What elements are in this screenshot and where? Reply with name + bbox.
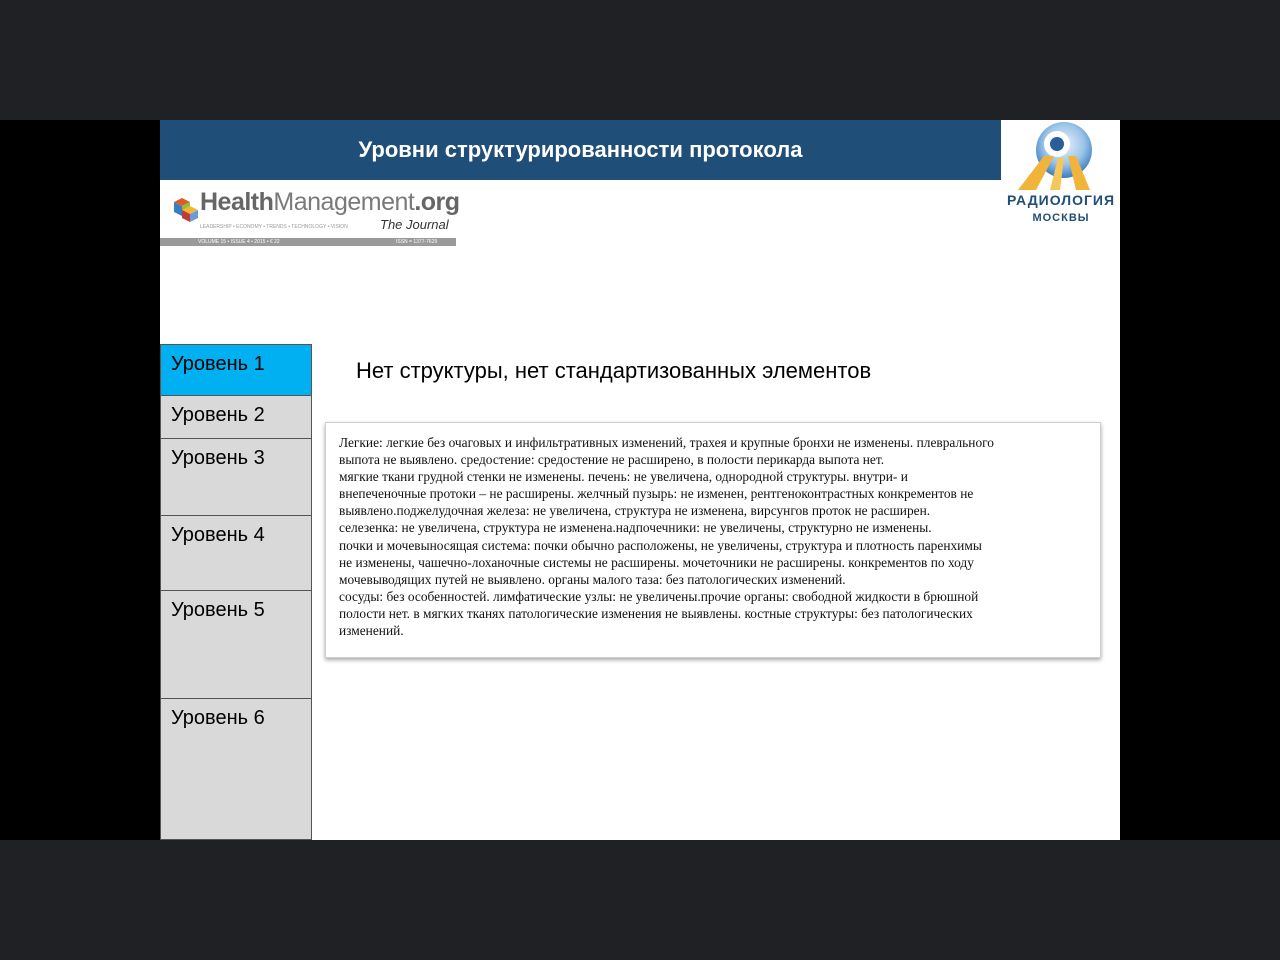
report-line: выпота не выявлено. средостение: средостение не расширено, в полости перикарда выпота нет.: [339, 452, 885, 468]
window-top-band: [0, 0, 1280, 120]
level-5[interactable]: [160, 591, 312, 699]
radiology-subtitle: МОСКВЫ: [1032, 212, 1090, 224]
levels-sidebar: [160, 344, 312, 840]
level-label: Уровень 3: [171, 447, 265, 469]
report-line: мочевыводящих путей не выявлено. органы малого таза: без патологических изменений.: [339, 571, 846, 587]
healthmanagement-logo: [160, 180, 460, 250]
radiology-emblem-icon: [1002, 120, 1120, 192]
report-line: изменений.: [339, 623, 404, 639]
healthmanagement-volume: VOLUME 15 • ISSUE 4 • 2015 • € 22: [198, 239, 280, 245]
level-3[interactable]: [160, 439, 312, 516]
level-label: Уровень 1: [171, 353, 265, 375]
level-4[interactable]: [160, 516, 312, 591]
presentation-slide: [160, 120, 1120, 840]
level-6[interactable]: [160, 699, 312, 840]
level-1[interactable]: [160, 344, 312, 396]
report-text-box: [325, 422, 1101, 658]
report-line: почки и мочевыносящая система: почки обычно расположены, не увеличены, структура и плотность паренхимы: [339, 537, 982, 553]
healthmanagement-tags: LEADERSHIP • ECONOMY • TRENDS • TECHNOLOGY • VISION: [200, 224, 348, 230]
cube-logo-icon: [168, 192, 200, 224]
report-line: мягкие ткани грудной стенки не изменены. печень: не увеличена, однородной структуры. внутри- и: [339, 469, 908, 485]
report-line: выявлено.поджелудочная железа: не увеличена, структура не изменена, вирсунгов проток не расширен.: [339, 503, 931, 519]
level-label: Уровень 4: [171, 524, 265, 546]
healthmanagement-wordmark: HealthManagement.org: [200, 188, 460, 216]
level-heading: Нет структуры, нет стандартизованных элементов: [356, 358, 872, 383]
level-label: Уровень 5: [171, 599, 265, 621]
report-line: селезенка: не увеличена, структура не изменена.надпочечники: не увеличены, структурно не изменены.: [339, 520, 932, 536]
level-label: Уровень 2: [171, 404, 265, 426]
radiology-moscow-logo: [1002, 120, 1120, 230]
level-2[interactable]: [160, 396, 312, 439]
slide-title-bar: [160, 120, 1001, 180]
report-line: сосуды: без особенностей. лимфатические узлы: не увеличены.прочие органы: свободной жидкости в брюшной: [339, 588, 979, 604]
report-line: Легкие: легкие без очаговых и инфильтративных изменений, трахея и крупные бронхи не изменены. плеврального: [339, 435, 995, 450]
slide-title: Уровни структурированности протокола: [358, 137, 803, 162]
healthmanagement-subtitle: The Journal: [380, 217, 449, 232]
report-line: не изменены, чашечно-лоханочные системы не расширены. мочеточники не расширены. конкрементов по ходу: [339, 554, 974, 570]
healthmanagement-issn: ISSN = 1377-7629: [396, 239, 438, 245]
report-line: полости нет. в мягких тканях патологические изменения не выявлены. костные структуры: без патологических: [339, 605, 973, 621]
level-label: Уровень 6: [171, 707, 265, 729]
window-bottom-band: [0, 840, 1280, 960]
radiology-title: РАДИОЛОГИЯ: [1006, 192, 1116, 208]
report-line: внепеченочные протоки – не расширены. желчный пузырь: не изменен, рентгеноконтрастных конкрементов не: [339, 486, 974, 502]
healthmanagement-strip: [160, 238, 456, 246]
